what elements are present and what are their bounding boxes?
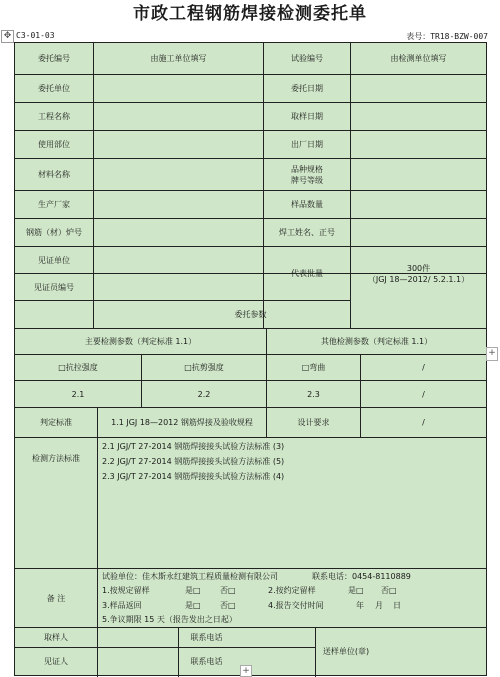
label-entrust-unit: 委托单位 [38, 84, 70, 93]
checkbox-bend[interactable]: □弯曲 [301, 363, 326, 372]
label-manufacturer: 生产厂家 [38, 200, 70, 209]
move-handle-icon[interactable]: ✥ [1, 30, 14, 43]
main-params-header: 主要检测参数（判定标准 1.1） [84, 337, 197, 346]
field-entrust-unit[interactable] [94, 75, 263, 102]
add-column-icon[interactable]: + [486, 347, 498, 361]
form-number: 表号：TR18-BZW-007 [406, 32, 488, 41]
label-remarks: 备 注 [46, 593, 66, 603]
label-welder: 焊工姓名、正号 [279, 228, 335, 237]
form-code: C3-01-03 [16, 31, 55, 40]
delivery-year: 年 [356, 601, 364, 610]
field-material-name[interactable] [94, 159, 263, 190]
ref-2-1: 2.1 [71, 389, 85, 399]
batch-standard: （JGJ 18—2012/ 5.2.1.1） [367, 274, 470, 284]
label-sender-unit: 送样单位(章) [322, 647, 370, 656]
label-usage-part: 使用部位 [38, 140, 70, 149]
label-witness-phone: 联系电话 [190, 657, 223, 666]
label-witness: 见证人 [44, 657, 68, 666]
form-table [14, 42, 487, 676]
batch-quantity: 300件 [406, 263, 431, 273]
field-factory-date[interactable] [351, 131, 486, 158]
delivery-month: 月 [375, 601, 383, 610]
label-entrust-no: 委托编号 [38, 54, 70, 63]
option-retain-rule: 1.按规定留样 [102, 586, 150, 595]
value-entrust-no[interactable]: 由施工单位填写 [150, 54, 207, 63]
checkbox-tensile[interactable]: □抗拉强度 [58, 363, 98, 372]
lab-phone: 联系电话：0454-8110889 [312, 572, 411, 581]
section-entrust-params: 委托参数 [234, 310, 267, 319]
value-batch[interactable] [351, 247, 486, 300]
ref-2-3: 2.3 [307, 389, 320, 399]
field-manufacturer[interactable] [94, 191, 263, 218]
checkbox-sample-return-yes[interactable]: 是□ [185, 601, 201, 610]
option-sample-return: 3.样品返回 [102, 601, 142, 610]
method-line-1: 2.1 JGJ/T 27-2014 钢筋焊接接头试验方法标准 (3) [102, 442, 285, 451]
checkbox-retain-rule-no[interactable]: 否□ [220, 586, 236, 595]
label-sampling-date: 取样日期 [291, 112, 323, 121]
label-material-name: 材料名称 [38, 170, 70, 179]
other-param-value: / [422, 363, 425, 372]
label-sampler-phone: 联系电话 [190, 633, 223, 642]
label-witness-unit: 见证单位 [38, 255, 70, 265]
checkbox-retain-agreement-yes[interactable]: 是□ [348, 586, 364, 595]
option-report-delivery: 4.报告交付时间 [268, 601, 324, 610]
option-retain-agreement: 2.按约定留样 [268, 586, 316, 595]
label-test-no: 试验编号 [291, 54, 323, 63]
option-dispute-period: 5.争议期限 15 天（报告发出之日起） [102, 615, 237, 624]
form-title: 市政工程钢筋焊接检测委托单 [133, 4, 367, 24]
value-test-no[interactable]: 由检测单位填写 [390, 54, 447, 63]
label-witness-no: 见证员编号 [34, 282, 74, 292]
label-design-req: 设计要求 [297, 418, 330, 427]
label-judge-standard: 判定标准 [40, 418, 72, 427]
field-project-name[interactable] [94, 103, 263, 130]
field-sampler-phone[interactable] [235, 628, 315, 647]
label-spec: 品种规格 [291, 164, 323, 174]
ref-2-2: 2.2 [197, 389, 211, 399]
field-welder[interactable] [351, 219, 486, 246]
field-sampler[interactable] [98, 628, 178, 647]
label-heat-no: 钢筋（材）炉号 [26, 228, 82, 237]
lab-name: 试验单位：佳木斯永红建筑工程质量检测有限公司 [102, 572, 278, 581]
label-sample-quantity: 样品数量 [291, 200, 323, 209]
label-sampler: 取样人 [44, 633, 68, 642]
methods-list [102, 441, 284, 482]
method-line-2: 2.2 JGJ/T 27-2014 钢筋焊接接头试验方法标准 (5) [102, 457, 285, 466]
field-entrust-date[interactable] [351, 75, 486, 102]
checkbox-retain-agreement-no[interactable]: 否□ [381, 586, 397, 595]
label-spec-grade [264, 159, 350, 190]
label-test-methods: 检测方法标准 [32, 453, 80, 463]
field-witness-unit[interactable] [94, 247, 263, 273]
field-witness-no[interactable] [94, 274, 263, 300]
label-grade: 牌号等级 [291, 175, 323, 185]
add-row-icon[interactable]: + [240, 665, 252, 677]
other-ref-value: / [422, 389, 425, 399]
value-judge-standard: 1.1 JGJ 18—2012 钢筋焊接及验收规程 [111, 418, 253, 427]
value-design-req: / [422, 418, 425, 427]
delivery-day: 日 [393, 601, 401, 610]
checkbox-retain-rule-yes[interactable]: 是□ [185, 586, 201, 595]
method-line-3: 2.3 JGJ/T 27-2014 钢筋焊接接头试验方法标准 (4) [102, 472, 285, 481]
field-sampling-date[interactable] [351, 103, 486, 130]
field-spec-grade[interactable] [351, 159, 486, 190]
label-project-name: 工程名称 [38, 112, 70, 121]
label-factory-date: 出厂日期 [291, 140, 323, 149]
field-witness[interactable] [98, 648, 178, 675]
label-entrust-date: 委托日期 [291, 84, 323, 93]
field-sender-unit[interactable] [377, 628, 486, 675]
checkbox-sample-return-no[interactable]: 否□ [220, 601, 236, 610]
field-usage-part[interactable] [94, 131, 263, 158]
field-sample-quantity[interactable] [351, 191, 486, 218]
field-heat-no[interactable] [94, 219, 263, 246]
other-params-header: 其他检测参数（判定标准 1.1） [320, 337, 433, 346]
checkbox-shear[interactable]: □抗剪强度 [184, 363, 224, 372]
label-batch: 代表批量 [291, 269, 323, 278]
